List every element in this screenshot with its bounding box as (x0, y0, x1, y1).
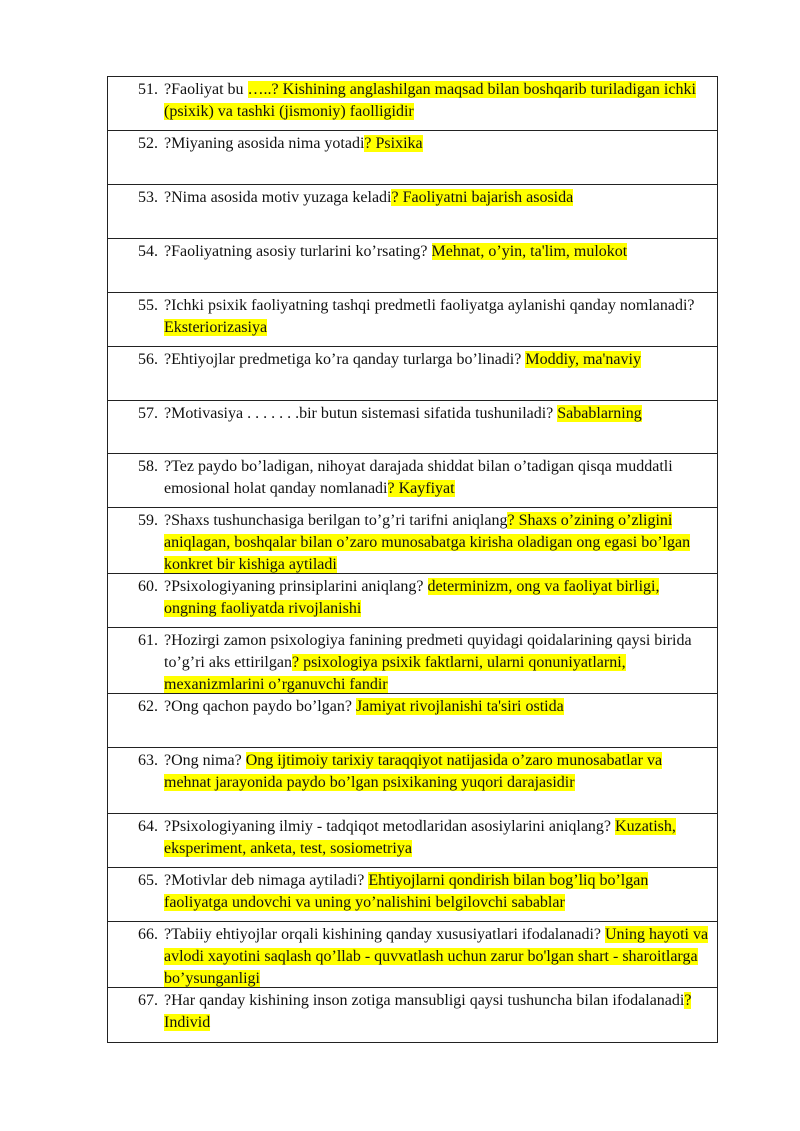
qa-row (108, 347, 717, 401)
question-text: ?Ong qachon paydo bo’lgan? (164, 698, 356, 715)
qa-row (108, 814, 717, 868)
item-number: 54. (138, 243, 158, 260)
qa-row (108, 131, 717, 185)
qa-row (108, 922, 717, 988)
qa-row (108, 748, 717, 814)
item-number: 58. (138, 458, 158, 475)
answer-highlight: Kuzatish, eksperiment, anketa, test, sosiometriya (164, 818, 676, 857)
item-number: 67. (138, 992, 158, 1009)
answer-highlight: Mehnat, o’yin, ta'lim, mulokot (431, 243, 628, 260)
question-text: ?Ehtiyojlar predmetiga ko’ra qanday turlarga bo’linadi? (164, 351, 526, 368)
qa-row (108, 694, 717, 748)
answer-highlight: determinizm, ong va faoliyat birligi, ongning faoliyatda rivojlanishi (164, 578, 660, 617)
item-number: 60. (138, 578, 158, 595)
item-number: 61. (138, 632, 158, 649)
question-text: ?Psixologiyaning ilmiy - tadqiqot metodlaridan asosiylarini aniqlang? (164, 818, 616, 835)
qa-table (107, 76, 718, 1043)
answer-highlight: …..? Kishining anglashilgan maqsad bilan boshqarib turiladigan ichki (psixik) va tashki (jismoniy) faolligidir (164, 81, 696, 120)
question-text: ?Tabiiy ehtiyojlar orqali kishining qanday xususiyatlari ifodalanadi? (164, 926, 605, 943)
answer-highlight: Moddiy, ma'naviy (525, 351, 641, 368)
qa-row (108, 868, 717, 922)
answer-highlight: ? Shaxs o’zining o’zligini aniqlagan, boshqalar bilan o’zaro munosabatga kirisha oladigan ong egasi bo’lgan konkret bir kishiga aytiladi (164, 512, 691, 573)
item-number: 62. (138, 698, 158, 715)
question-text: ?Faoliyatning asosiy turlarini ko’rsating? (164, 243, 432, 260)
qa-row (108, 508, 717, 574)
qa-row (108, 454, 717, 508)
qa-row (108, 293, 717, 347)
qa-row (108, 628, 717, 694)
qa-row (108, 77, 717, 131)
answer-highlight: ? Kayfiyat (387, 480, 455, 497)
question-text: ?Ong nima? (164, 752, 246, 769)
question-text: ?Faoliyat bu (164, 81, 248, 98)
question-text: ?Psixologiyaning prinsiplarini aniqlang? (164, 578, 428, 595)
answer-highlight: Ong ijtimoiy tarixiy taraqqiyot natijasida o’zaro munosabatlar va mehnat jarayonida paydo bo’lgan psixikaning yuqori darajasidir (164, 752, 663, 791)
item-number: 64. (138, 818, 158, 835)
answer-highlight: Jamiyat rivojlanishi ta'siri ostida (355, 698, 564, 715)
question-text: ?Hozirgi zamon psixologiya fanining predmeti quyidagi qoidalarining qaysi birida to’g’ri aks ettirilgan (164, 632, 692, 671)
item-number: 65. (138, 872, 158, 889)
question-text: ?Ichki psixik faoliyatning tashqi predmetli faoliyatga aylanishi qanday nomlanadi? (164, 297, 695, 314)
item-number: 53. (138, 189, 158, 206)
qa-row (108, 401, 717, 454)
answer-highlight: ? Faoliyatni bajarish asosida (391, 189, 574, 206)
answer-highlight: Sabablarning (557, 405, 642, 422)
answer-highlight: ? psixologiya psixik faktlarni, ularni qonuniyatlarni, mexanizmlarini o’rganuvchi fandir (164, 654, 626, 693)
item-number: 55. (138, 297, 158, 314)
item-number: 57. (138, 405, 158, 422)
question-text: ?Motivlar deb nimaga aytiladi? (164, 872, 369, 889)
question-text: ?Nima asosida motiv yuzaga keladi (164, 189, 392, 206)
question-text: ?Har qanday kishining inson zotiga mansubligi qaysi tushuncha bilan ifodalanadi (164, 992, 685, 1009)
qa-row (108, 574, 717, 628)
answer-highlight: Ehtiyojlarni qondirish bilan bog’liq bo’lgan faoliyatga undovchi va uning yo’nalishini belgilovchi sabablar (164, 872, 649, 911)
question-text: ?Miyaning asosida nima yotadi (164, 135, 365, 152)
item-number: 52. (138, 135, 158, 152)
item-number: 63. (138, 752, 158, 769)
qa-row (108, 988, 717, 1043)
answer-highlight: ? Individ (164, 992, 692, 1031)
answer-highlight: ? Psixika (364, 135, 423, 152)
item-number: 56. (138, 351, 158, 368)
item-number: 59. (138, 512, 158, 529)
question-text: ?Shaxs tushunchasiga berilgan to’g’ri tarifni aniqlang (164, 512, 508, 529)
item-number: 51. (138, 81, 158, 98)
answer-highlight: Uning hayoti va avlodi xayotini saqlash qo’llab - quvvatlash uchun zarur bo'lgan shart - sharoitlarga bo’ysunganligi (164, 926, 709, 987)
item-number: 66. (138, 926, 158, 943)
qa-row (108, 185, 717, 239)
qa-row (108, 239, 717, 293)
question-text: ?Motivasiya . . . . . . .bir butun sistemasi sifatida tushuniladi? (164, 405, 558, 422)
question-text: ?Tez paydo bo’ladigan, nihoyat darajada shiddat bilan o’tadigan qisqa muddatli emosional holat qanday nomlanadi (164, 458, 673, 497)
answer-highlight: Eksteriorizasiya (164, 319, 268, 336)
